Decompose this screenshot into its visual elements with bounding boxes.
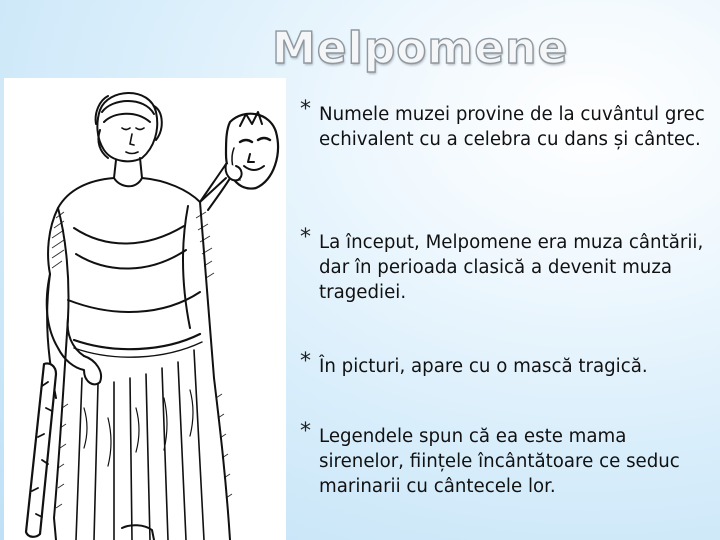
- bullet-text: La început, Melpomene era muza cântării, dar în perioada clasică a devenit muza tragediei.: [319, 232, 704, 303]
- bullet-item: [300, 225, 712, 305]
- bullet-marker: *: [300, 419, 311, 444]
- bullet-text: Numele muzei provine de la cuvântul grec echivalent cu a celebra cu dans și cântec.: [319, 104, 705, 150]
- bullet-item: [300, 349, 712, 379]
- bullet-item: [300, 97, 712, 152]
- melpomene-illustration: [4, 78, 286, 540]
- bullet-marker: *: [300, 97, 311, 122]
- bullet-text: Legendele spun că ea este mama sirenelor, ființele încântătoare ce seduc marinarii cu cântecele lor.: [319, 426, 680, 497]
- statue-drawing: [4, 78, 286, 540]
- bullet-marker: *: [300, 225, 311, 250]
- bullet-item: [300, 419, 712, 499]
- bullet-marker: *: [300, 349, 311, 374]
- slide-title: Melpomene: [272, 23, 569, 74]
- bullet-text: În picturi, apare cu o mască tragică.: [319, 356, 648, 377]
